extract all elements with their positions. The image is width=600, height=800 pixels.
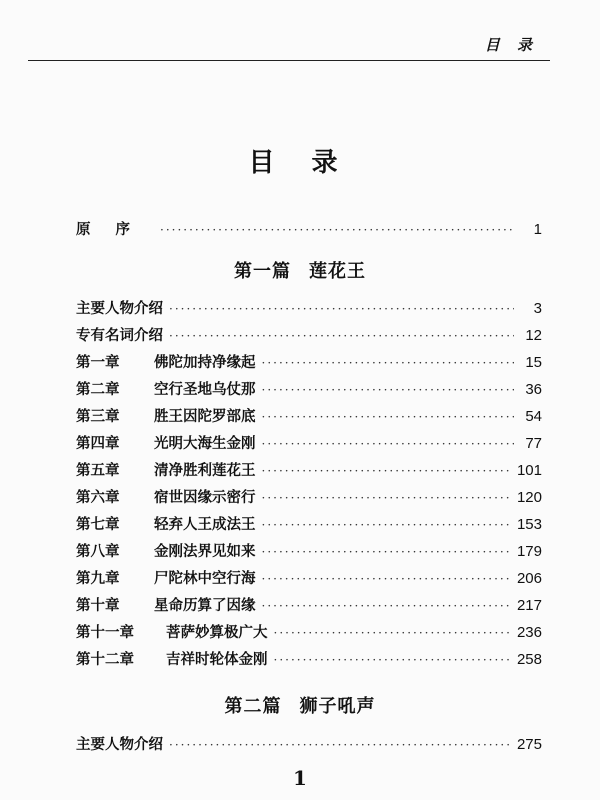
- toc-entry[interactable]: [76, 405, 542, 431]
- toc-entry[interactable]: [76, 540, 542, 566]
- leader-dots: [169, 738, 511, 752]
- toc-entry-page: 206: [516, 570, 542, 587]
- leader-dots: [262, 545, 511, 559]
- toc-entry-title: 宿世因缘示密行: [154, 489, 256, 506]
- toc-entry[interactable]: [76, 486, 542, 512]
- toc-entry-page: 258: [516, 651, 542, 668]
- toc-entry[interactable]: [76, 324, 542, 350]
- toc-entry-chapter: 第八章: [76, 543, 120, 560]
- header-rule: [28, 60, 550, 61]
- toc-entry-title: 尸陀林中空行海: [154, 570, 256, 587]
- page-number: 1: [293, 766, 307, 790]
- toc-entry[interactable]: [76, 351, 542, 377]
- toc-entry-chapter: 第三章: [76, 408, 120, 425]
- toc-entry-chapter: 第七章: [76, 516, 120, 533]
- toc-entry[interactable]: [76, 297, 542, 323]
- part-name: 狮子吼声: [299, 696, 376, 717]
- leader-dots: [262, 437, 515, 451]
- part-label: 第二篇: [224, 696, 282, 717]
- toc-entry-title: 轻弃人王成法王: [154, 516, 256, 533]
- toc-entry-page: 179: [516, 543, 542, 560]
- toc-entry-title: 空行圣地乌仗那: [154, 381, 256, 398]
- toc-entry-title: 佛陀加持净缘起: [154, 354, 256, 371]
- leader-dots: [169, 329, 514, 343]
- toc-entry-chapter: 第十章: [76, 597, 120, 614]
- leader-dots: [262, 518, 511, 532]
- toc-entry[interactable]: [76, 432, 542, 458]
- toc-entry-page: 3: [533, 300, 542, 317]
- toc-entry-chapter: 第九章: [76, 570, 120, 587]
- leader-dots: [169, 302, 514, 316]
- toc-entry-title: 金刚法界见如来: [154, 543, 256, 560]
- leader-dots: [274, 653, 511, 667]
- leader-dots: [160, 223, 514, 237]
- toc-entry-page: 120: [516, 489, 542, 506]
- toc-entry-chapter: 第五章: [76, 462, 120, 479]
- toc-entry-chapter: 第四章: [76, 435, 120, 452]
- toc-entry-page: 101: [516, 462, 542, 479]
- toc-entry-page: 12: [525, 327, 542, 344]
- toc-entry-title: 光明大海生金刚: [154, 435, 256, 452]
- toc-entry-page: 1: [533, 221, 542, 238]
- toc-entry-title: 清净胜利莲花王: [154, 462, 256, 479]
- toc-entry-label: 专有名词介绍: [76, 327, 163, 344]
- running-head: 目 录: [484, 36, 538, 54]
- leader-dots: [262, 491, 511, 505]
- toc-entry-page: 54: [525, 408, 542, 425]
- toc-entry[interactable]: [76, 621, 542, 647]
- part-heading: [0, 692, 600, 718]
- toc-entry-page: 15: [525, 354, 542, 371]
- toc-entry-page: 236: [516, 624, 542, 641]
- leader-dots: [262, 572, 511, 586]
- part-label: 第一篇: [234, 261, 291, 282]
- leader-dots: [262, 599, 511, 613]
- toc-entry-chapter: 第六章: [76, 489, 120, 506]
- leader-dots: [274, 626, 511, 640]
- toc-entry-chapter: 第十一章: [76, 624, 134, 641]
- toc-entry[interactable]: [76, 733, 542, 759]
- toc-entry-preface[interactable]: [76, 218, 542, 244]
- toc-entry-page: 217: [516, 597, 542, 614]
- toc-entry[interactable]: [76, 513, 542, 539]
- toc-entry[interactable]: [76, 567, 542, 593]
- toc-entry-label: 原 序: [76, 221, 141, 238]
- toc-entry-page: 275: [516, 736, 542, 753]
- toc-entry-page: 77: [525, 435, 542, 452]
- toc-entry-chapter: 第十二章: [76, 651, 134, 668]
- toc-entry-page: 153: [516, 516, 542, 533]
- part-heading: [0, 257, 600, 283]
- leader-dots: [262, 356, 515, 370]
- leader-dots: [262, 410, 515, 424]
- toc-entry-chapter: 第一章: [76, 354, 120, 371]
- page-title: 目 录: [248, 148, 352, 178]
- toc-entry-title: 吉祥时轮体金刚: [166, 651, 268, 668]
- toc-entry[interactable]: [76, 378, 542, 404]
- toc-entry[interactable]: [76, 459, 542, 485]
- toc-entry-title: 星命历算了因缘: [154, 597, 256, 614]
- toc-entry[interactable]: [76, 594, 542, 620]
- leader-dots: [262, 464, 511, 478]
- toc-entry-title: 胜王因陀罗部底: [154, 408, 256, 425]
- leader-dots: [262, 383, 515, 397]
- toc-entry-label: 主要人物介绍: [76, 736, 163, 753]
- toc-entry-page: 36: [525, 381, 542, 398]
- toc-entry-title: 菩萨妙算极广大: [166, 624, 268, 641]
- toc-entry[interactable]: [76, 648, 542, 674]
- toc-entry-label: 主要人物介绍: [76, 300, 163, 317]
- toc-entry-chapter: 第二章: [76, 381, 120, 398]
- part-name: 莲花王: [309, 261, 366, 282]
